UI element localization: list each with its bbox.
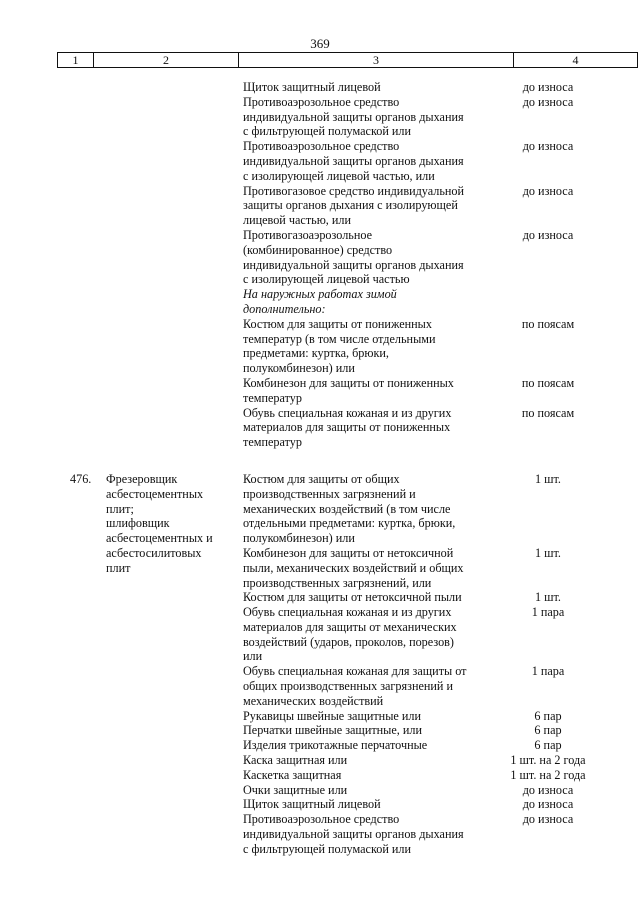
ppe-item-line: Противоаэрозольное средство bbox=[243, 812, 400, 827]
ppe-norm: до износа bbox=[522, 797, 574, 812]
ppe-row bbox=[0, 95, 640, 139]
ppe-norm: по поясам bbox=[521, 375, 575, 390]
ppe-item bbox=[243, 738, 493, 753]
ppe-item bbox=[243, 184, 493, 228]
ppe-norm: 1 шт. bbox=[535, 545, 561, 560]
ppe-norm: 6 пар bbox=[534, 708, 562, 723]
ppe-item-line: материалов для защиты от механических bbox=[243, 619, 457, 634]
ppe-row bbox=[0, 783, 640, 798]
ppe-item-line: Обувь специальная кожаная для защиты от bbox=[243, 664, 467, 679]
ppe-item-line: Щиток защитный лицевой bbox=[243, 797, 381, 812]
ppe-item bbox=[243, 80, 493, 95]
ppe-item-line: Каска защитная или bbox=[243, 753, 348, 768]
ppe-item-line: Комбинезон для защиты от нетоксичной bbox=[243, 545, 454, 560]
ppe-item-line: полукомбинезон) или bbox=[243, 531, 355, 546]
ppe-row bbox=[0, 768, 640, 783]
ppe-row bbox=[0, 738, 640, 753]
ppe-item-line: (комбинированное) средство bbox=[243, 242, 393, 257]
ppe-row bbox=[0, 723, 640, 738]
ppe-item-line: температур bbox=[243, 435, 302, 450]
ppe-item-line: Комбинезон для защиты от пониженных bbox=[243, 375, 454, 390]
ppe-norm: до износа bbox=[522, 782, 574, 797]
ppe-item-line: общих производственных загрязнений и bbox=[243, 679, 454, 694]
profession-line: плит bbox=[106, 560, 131, 575]
ppe-item bbox=[243, 664, 493, 708]
ppe-item-line: полукомбинезон) или bbox=[243, 361, 355, 376]
ppe-item-line: Щиток защитный лицевой bbox=[243, 80, 381, 94]
ppe-row bbox=[0, 797, 640, 812]
ppe-item bbox=[243, 406, 493, 450]
ppe-norm: 1 пара bbox=[531, 605, 565, 620]
ppe-item-line: Каскетка защитная bbox=[243, 767, 342, 782]
ppe-item-line: Изделия трикотажные перчаточные bbox=[243, 738, 428, 753]
ppe-item-line: с изолирующей лицевой частью bbox=[243, 272, 410, 287]
ppe-row bbox=[0, 287, 640, 317]
ppe-item-line: Обувь специальная кожаная и из других bbox=[243, 605, 452, 620]
ppe-norm: 6 пар bbox=[534, 723, 562, 738]
column-header-1: 1 bbox=[58, 53, 94, 68]
ppe-item-line: предметами: куртка, брюки, bbox=[243, 346, 389, 361]
ppe-norm: 6 пар bbox=[534, 738, 562, 753]
ppe-item bbox=[243, 95, 493, 139]
entry-476 bbox=[0, 472, 640, 857]
ppe-item-line: лицевой частью, или bbox=[243, 213, 352, 228]
ppe-item-line: дополнительно: bbox=[243, 301, 326, 316]
ppe-item bbox=[243, 546, 493, 590]
ppe-item bbox=[243, 317, 493, 376]
ppe-item bbox=[243, 376, 493, 406]
ppe-row bbox=[0, 664, 640, 708]
ppe-row bbox=[0, 546, 640, 590]
ppe-item-line: с фильтрующей полумаской или bbox=[243, 841, 412, 856]
ppe-item-line: воздействий (ударов, проколов, порезов) bbox=[243, 634, 454, 649]
column-header-2: 2 bbox=[94, 53, 239, 68]
ppe-row bbox=[0, 605, 640, 664]
ppe-item-line: производственных загрязнений и bbox=[243, 486, 416, 501]
ppe-row bbox=[0, 709, 640, 724]
continuation-block bbox=[0, 80, 640, 450]
entries-body bbox=[0, 80, 640, 857]
ppe-row bbox=[0, 812, 640, 856]
profession-line: плит; bbox=[106, 501, 134, 516]
profession-line: асбестоцементных bbox=[106, 486, 204, 501]
ppe-item bbox=[243, 768, 493, 783]
ppe-item-line: механических воздействий bbox=[243, 693, 384, 708]
ppe-item bbox=[243, 287, 493, 317]
ppe-item-line: или bbox=[243, 649, 263, 664]
ppe-norm: до износа bbox=[522, 139, 574, 154]
ppe-norm: 1 пара bbox=[531, 664, 565, 679]
ppe-item bbox=[243, 783, 493, 798]
ppe-norm: 1 шт. bbox=[535, 590, 561, 605]
ppe-item bbox=[243, 590, 493, 605]
ppe-item bbox=[243, 753, 493, 768]
ppe-item-line: Противоаэрозольное средство bbox=[243, 139, 400, 154]
profession-line: Фрезеровщик bbox=[106, 471, 178, 486]
ppe-item-line: индивидуальной защиты органов дыхания bbox=[243, 153, 464, 168]
ppe-item-line: На наружных работах зимой bbox=[243, 287, 397, 302]
page-number: 369 bbox=[310, 36, 330, 51]
ppe-item-line: температур bbox=[243, 390, 302, 405]
ppe-row bbox=[0, 80, 640, 95]
ppe-item bbox=[243, 797, 493, 812]
entry-items bbox=[0, 472, 640, 857]
ppe-item-line: Костюм для защиты от общих bbox=[243, 471, 400, 486]
ppe-row bbox=[0, 184, 640, 228]
ppe-item-line: производственных загрязнений, или bbox=[243, 575, 432, 590]
ppe-item-line: индивидуальной защиты органов дыхания bbox=[243, 257, 464, 272]
ppe-row bbox=[0, 376, 640, 406]
entry-number: 476. bbox=[70, 471, 92, 486]
ppe-item-line: Рукавицы швейные защитные или bbox=[243, 708, 421, 723]
ppe-row bbox=[0, 317, 640, 376]
ppe-row bbox=[0, 753, 640, 768]
ppe-item-line: отдельными предметами: куртка, брюки, bbox=[243, 516, 456, 531]
ppe-item-line: механических воздействий (в том числе bbox=[243, 501, 451, 516]
ppe-norm: 1 шт. на 2 года bbox=[510, 753, 586, 768]
ppe-item-line: защиты органов дыхания с изолирующей bbox=[243, 198, 458, 213]
ppe-norm: по поясам bbox=[521, 316, 575, 331]
ppe-item-line: Очки защитные или bbox=[243, 782, 348, 797]
ppe-item-line: с изолирующей лицевой частью, или bbox=[243, 168, 435, 183]
profession-line: асбестосилитовых bbox=[106, 545, 202, 560]
ppe-row bbox=[0, 472, 640, 546]
column-header-table bbox=[57, 52, 638, 68]
column-header-4: 4 bbox=[514, 53, 638, 68]
ppe-item bbox=[243, 812, 493, 856]
ppe-row bbox=[0, 406, 640, 450]
ppe-norm: 1 шт. на 2 года bbox=[510, 767, 586, 782]
ppe-item-line: Противогазоаэрозольное bbox=[243, 227, 373, 242]
ppe-item-line: с фильтрующей полумаской или bbox=[243, 124, 412, 139]
ppe-norm: до износа bbox=[522, 812, 574, 827]
ppe-norm: 1 шт. bbox=[535, 471, 561, 486]
ppe-norm: до износа bbox=[522, 183, 574, 198]
profession-line: шлифовщик bbox=[106, 516, 170, 531]
ppe-item-line: материалов для защиты от пониженных bbox=[243, 420, 451, 435]
ppe-item-line: температур (в том числе отдельными bbox=[243, 331, 436, 346]
column-header-3: 3 bbox=[239, 53, 514, 68]
ppe-item bbox=[243, 605, 493, 664]
ppe-item-line: индивидуальной защиты органов дыхания bbox=[243, 827, 464, 842]
ppe-item bbox=[243, 723, 493, 738]
ppe-item-line: Перчатки швейные защитные, или bbox=[243, 723, 423, 738]
ppe-item bbox=[243, 228, 493, 287]
ppe-norm: до износа bbox=[522, 227, 574, 242]
ppe-norm: до износа bbox=[522, 94, 574, 109]
ppe-item-line: Обувь специальная кожаная и из других bbox=[243, 405, 452, 420]
ppe-item-line: пыли, механических воздействий и общих bbox=[243, 560, 464, 575]
ppe-item bbox=[243, 709, 493, 724]
ppe-row bbox=[0, 590, 640, 605]
ppe-item bbox=[243, 139, 493, 183]
ppe-item-line: Костюм для защиты от пониженных bbox=[243, 316, 432, 331]
ppe-row bbox=[0, 139, 640, 183]
profession-line: асбестоцементных и bbox=[106, 531, 213, 546]
ppe-norm: до износа bbox=[522, 80, 574, 94]
ppe-row bbox=[0, 228, 640, 287]
ppe-item bbox=[243, 472, 493, 546]
ppe-item-line: индивидуальной защиты органов дыхания bbox=[243, 109, 464, 124]
ppe-item-line: Противогазовое средство индивидуальной bbox=[243, 183, 465, 198]
ppe-item-line: Костюм для защиты от нетоксичной пыли bbox=[243, 590, 462, 605]
ppe-item-line: Противоаэрозольное средство bbox=[243, 94, 400, 109]
ppe-norm: по поясам bbox=[521, 405, 575, 420]
